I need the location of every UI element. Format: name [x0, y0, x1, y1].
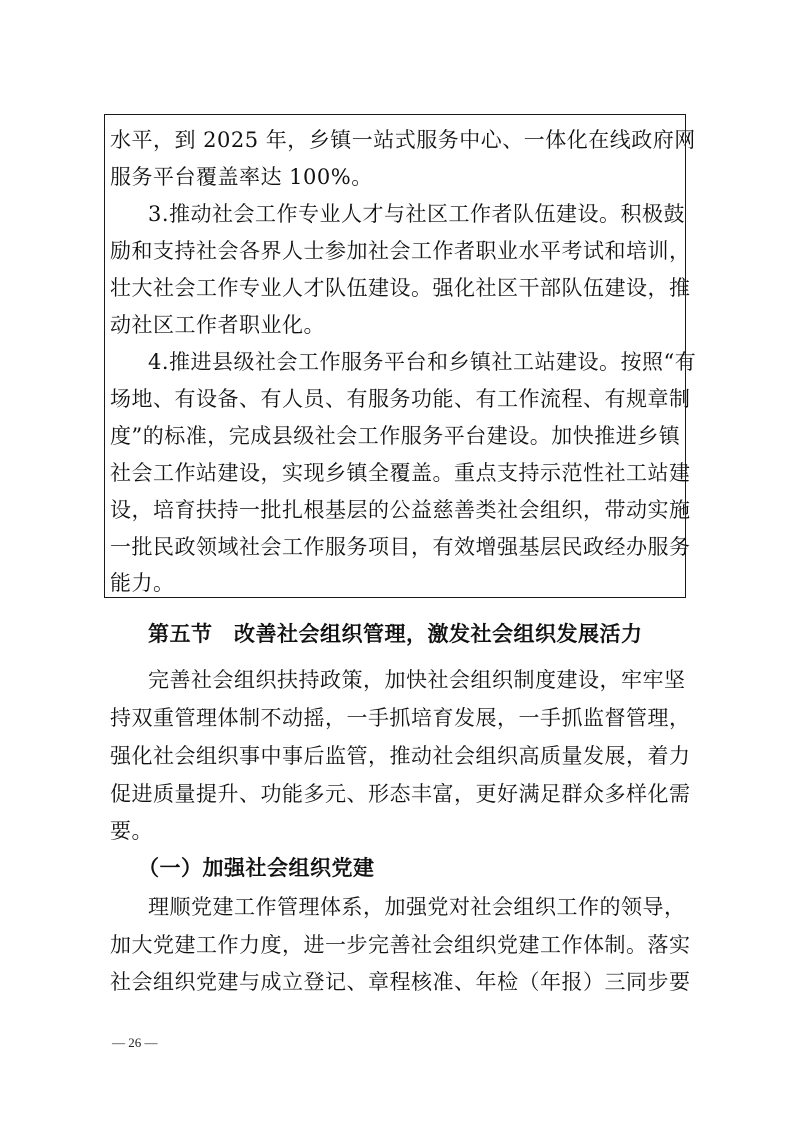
intro-line-4: 促进质量提升、功能多元、形态丰富，更好满足群众多样化需 — [110, 782, 691, 806]
box-line-7: 4.推进县级社会工作服务平台和乡镇社工站建设。按照“有 — [148, 350, 697, 374]
box-line-12: 一批民政领域社会工作服务项目，有效增强基层民政经办服务 — [110, 535, 691, 559]
box-line-10: 社会工作站建设，实现乡镇全覆盖。重点支持示范性社工站建 — [110, 461, 691, 485]
box-line-8: 场地、有设备、有人员、有服务功能、有工作流程、有规章制 — [110, 387, 691, 411]
para2-line-2: 加大党建工作力度，进一步完善社会组织党建工作体制。落实 — [110, 933, 691, 957]
box-line-13: 能力。 — [110, 571, 175, 595]
box-line-1: 水平，到 2025 年，乡镇一站式服务中心、一体化在线政府网 — [110, 128, 696, 152]
intro-line-3: 强化社会组织事中事后监管，推动社会组织高质量发展，着力 — [110, 744, 691, 768]
para2-line-3: 社会组织党建与成立登记、章程核准、年检（年报）三同步要 — [110, 970, 691, 994]
intro-line-5: 要。 — [110, 819, 153, 843]
subsection-heading: （一）加强社会组织党建 — [138, 856, 375, 880]
box-line-3: 3.推动社会工作专业人才与社区工作者队伍建设。积极鼓 — [148, 202, 686, 226]
box-line-5: 壮大社会工作专业人才队伍建设。强化社区干部队伍建设，推 — [110, 276, 691, 300]
page-number: — 26 — — [112, 1035, 158, 1050]
box-line-6: 动社区工作者职业化。 — [110, 313, 325, 337]
box-line-2: 服务平台覆盖率达 100%。 — [110, 165, 373, 189]
para2-line-1: 理顺党建工作管理体系，加强党对社会组织工作的领导， — [148, 895, 686, 919]
intro-line-2: 持双重管理体制不动摇，一手抓培育发展，一手抓监督管理， — [110, 706, 691, 730]
section-heading: 第五节 改善社会组织管理，激发社会组织发展活力 — [148, 622, 643, 646]
box-line-4: 励和支持社会各界人士参加社会工作者职业水平考试和培训， — [110, 239, 691, 263]
intro-line-1: 完善社会组织扶持政策，加快社会组织制度建设，牢牢坚 — [148, 668, 686, 692]
box-line-11: 设，培育扶持一批扎根基层的公益慈善类社会组织，带动实施 — [110, 498, 691, 522]
box-line-9: 度”的标准，完成县级社会工作服务平台建设。加快推进乡镇 — [110, 424, 681, 448]
